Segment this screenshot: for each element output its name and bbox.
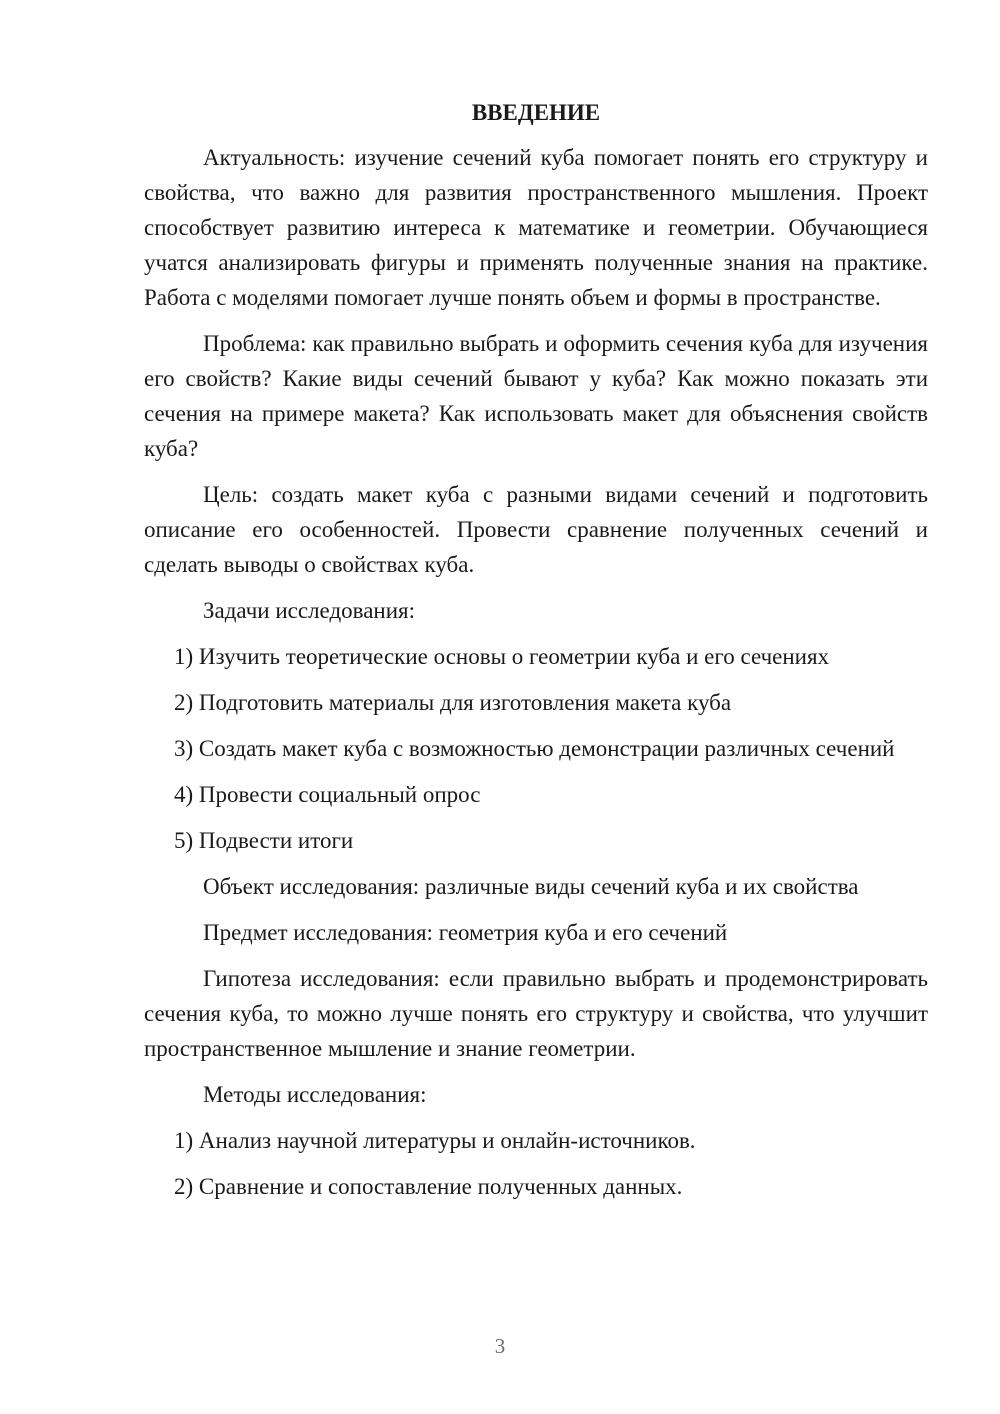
task-item: 4) Провести социальный опрос	[174, 782, 481, 807]
page-number: 3	[494, 1334, 506, 1358]
method-item: 1) Анализ научной литературы и онлайн-источников.	[174, 1128, 696, 1153]
task-item: 2) Подготовить материалы для изготовления макета куба	[174, 690, 732, 715]
subject-paragraph: Предмет исследования: геометрия куба и его сечений	[203, 920, 728, 945]
methods-heading: Методы исследования:	[203, 1082, 427, 1107]
object-paragraph: Объект исследования: различные виды сечений куба и их свойства	[203, 874, 859, 899]
task-item: 1) Изучить теоретические основы о геометрии куба и его сечениях	[174, 644, 830, 669]
hypothesis-paragraph: Гипотеза исследования: если правильно выбрать и продемонстрировать сечения куба, то можно лучше понять его структуру и свойства, что улучшит пространственное мышление и знание геометрии.	[144, 966, 928, 1061]
document-page	[144, 95, 928, 1215]
goal-paragraph: Цель: создать макет куба с разными видами сечений и подготовить описание его особенностей. Провести сравнение полученных сечений и сделать выводы о свойствах куба.	[144, 482, 928, 577]
task-item: 5) Подвести итоги	[174, 828, 354, 853]
section-title: ВВЕДЕНИЕ	[471, 100, 601, 125]
problem-paragraph: Проблема: как правильно выбрать и оформить сечения куба для изучения его свойств? Какие виды сечений бывают у куба? Как можно показать эти сечения на примере макета? Как использовать макет для объяснения свойств куба?	[144, 331, 928, 461]
tasks-heading: Задачи исследования:	[203, 598, 416, 623]
relevance-paragraph: Актуальность: изучение сечений куба помогает понять его структуру и свойства, что важно для развития пространственного мышления. Проект способствует развитию интереса к математике и геометрии. Обучающиеся учатся анализировать фигуры и применять полученные знания на практике. Работа с моделями помогает лучше понять объем и формы в пространстве.	[144, 145, 928, 310]
task-item: 3) Создать макет куба с возможностью демонстрации различных сечений	[174, 736, 895, 761]
method-item: 2) Сравнение и сопоставление полученных данных.	[174, 1174, 683, 1199]
